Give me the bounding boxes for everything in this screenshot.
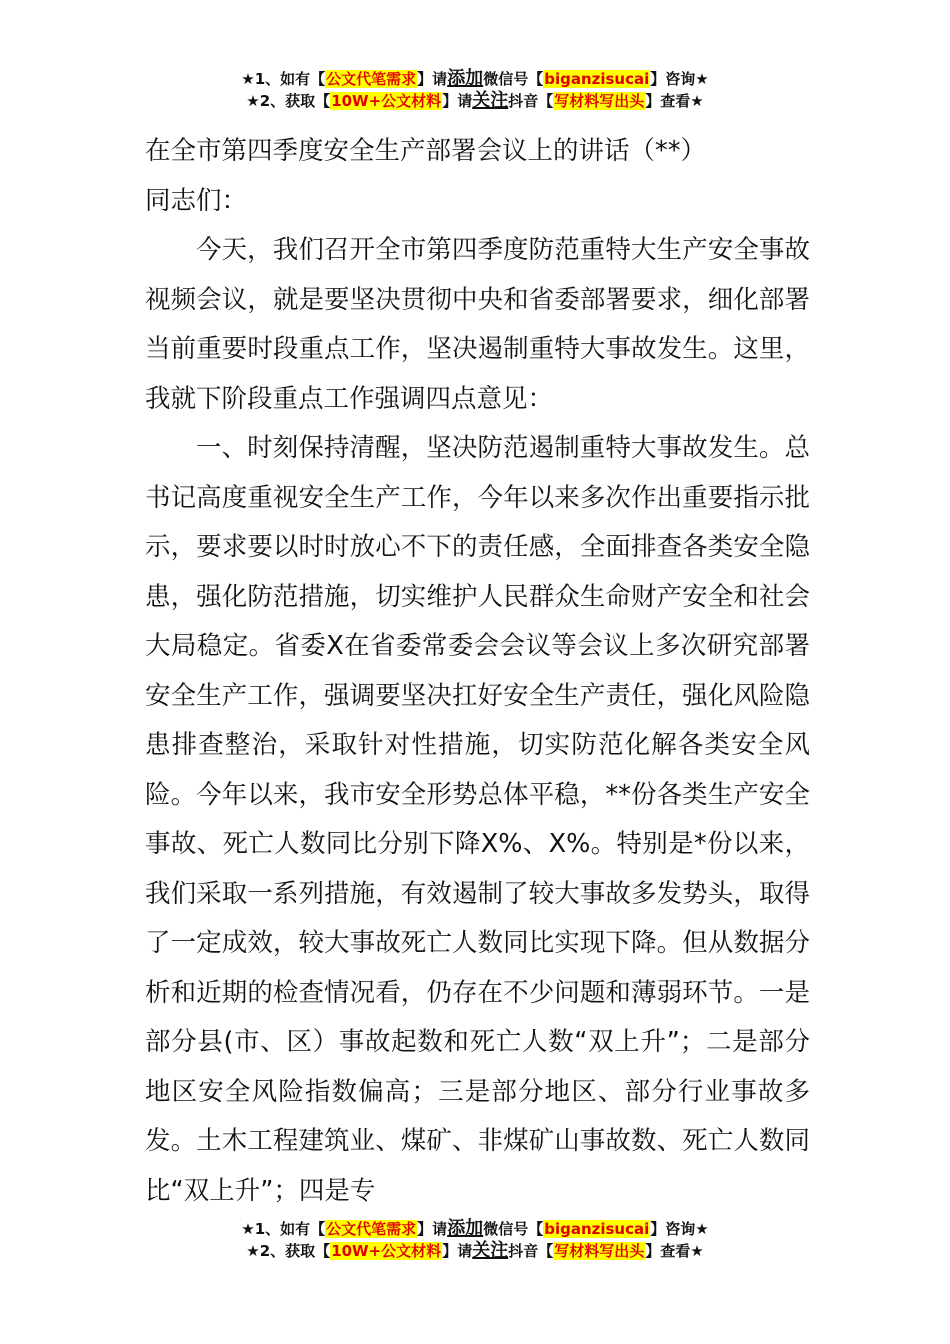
promo-text: 微信号【 (483, 70, 544, 88)
promo-text: 】咨询★ (650, 70, 709, 88)
promo-line-1 (0, 68, 950, 90)
promo-text: ★1、如有【 (241, 1220, 326, 1238)
promo-text: 抖音【 (508, 92, 554, 110)
promo-highlight-wechat-id: biganzisucai (544, 70, 650, 88)
promo-text: 微信号【 (483, 1220, 544, 1238)
promo-text: 】咨询★ (650, 1220, 709, 1238)
promo-line-2 (0, 1240, 950, 1262)
promo-underlined-text: 关注 (472, 90, 509, 111)
document-body (145, 127, 810, 1216)
promo-text: 】查看★ (645, 92, 704, 110)
paragraph-section-one: 一、时刻保持清醒，坚决防范遏制重特大事故发生。总书记高度重视安全生产工作，今年以来多次作出重要指示批示，要求要以时时放心不下的责任感，全面排查各类安全隐患，强化防范措施，切实维护人民群众生命财产安全和社会大局稳定。省委X在省委常委会会议等会议上多次研究部署安全生产工作，强调要坚决扛好安全生产责任，强化风险隐患排查整治，采取针对性措施，切实防范化解各类安全风险。今年以来，我市安全形势总体平稳，**份各类生产安全事故、死亡人数同比分别下降X%、X%。特别是*份以来，我们采取一系列措施，有效遏制了较大事故多发势头，取得了一定成效，较大事故死亡人数同比实现下降。但从数据分析和近期的检查情况看，仍存在不少问题和薄弱环节。一是部分县(市、区）事故起数和死亡人数“双上升”；二是部分地区安全风险指数偏高；三是部分地区、部分行业事故多发。土木工程建筑业、煤矿、非煤矿山事故数、死亡人数同比“双上升”；四是专 (145, 433, 810, 1206)
salutation: 同志们： (145, 185, 248, 216)
top-promo-banner (0, 68, 950, 112)
promo-underlined-text: 添加 (447, 68, 484, 89)
promo-line-2 (0, 90, 950, 112)
promo-highlight-materials: 10W+公文材料 (331, 1242, 442, 1260)
document-title: 在全市第四季度安全生产部署会议上的讲话（**） (145, 136, 707, 166)
promo-line-1 (0, 1218, 950, 1240)
promo-text: 抖音【 (508, 1242, 554, 1260)
promo-text: ★2、获取【 (246, 1242, 331, 1260)
promo-highlight-service: 公文代笔需求 (326, 70, 417, 88)
promo-highlight-account: 写材料写出头 (554, 1242, 645, 1260)
promo-text: 】请 (417, 1220, 448, 1238)
promo-text: 】查看★ (645, 1242, 704, 1260)
bottom-promo-banner (0, 1218, 950, 1262)
promo-highlight-account: 写材料写出头 (554, 92, 645, 110)
promo-highlight-materials: 10W+公文材料 (331, 92, 442, 110)
promo-text: 】请 (442, 1242, 473, 1260)
promo-text: 】请 (417, 70, 448, 88)
promo-text: ★2、获取【 (246, 92, 331, 110)
promo-highlight-service: 公文代笔需求 (326, 1220, 417, 1238)
promo-underlined-text: 添加 (447, 1218, 484, 1239)
promo-underlined-text: 关注 (472, 1240, 509, 1261)
promo-text: ★1、如有【 (241, 70, 326, 88)
promo-highlight-wechat-id: biganzisucai (544, 1220, 650, 1238)
promo-text: 】请 (442, 92, 473, 110)
paragraph-intro: 今天，我们召开全市第四季度防范重特大生产安全事故视频会议，就是要坚决贯彻中央和省委部署要求，细化部署当前重要时段重点工作，坚决遏制重特大事故发生。这里，我就下阶段重点工作强调四点意见： (145, 235, 810, 414)
